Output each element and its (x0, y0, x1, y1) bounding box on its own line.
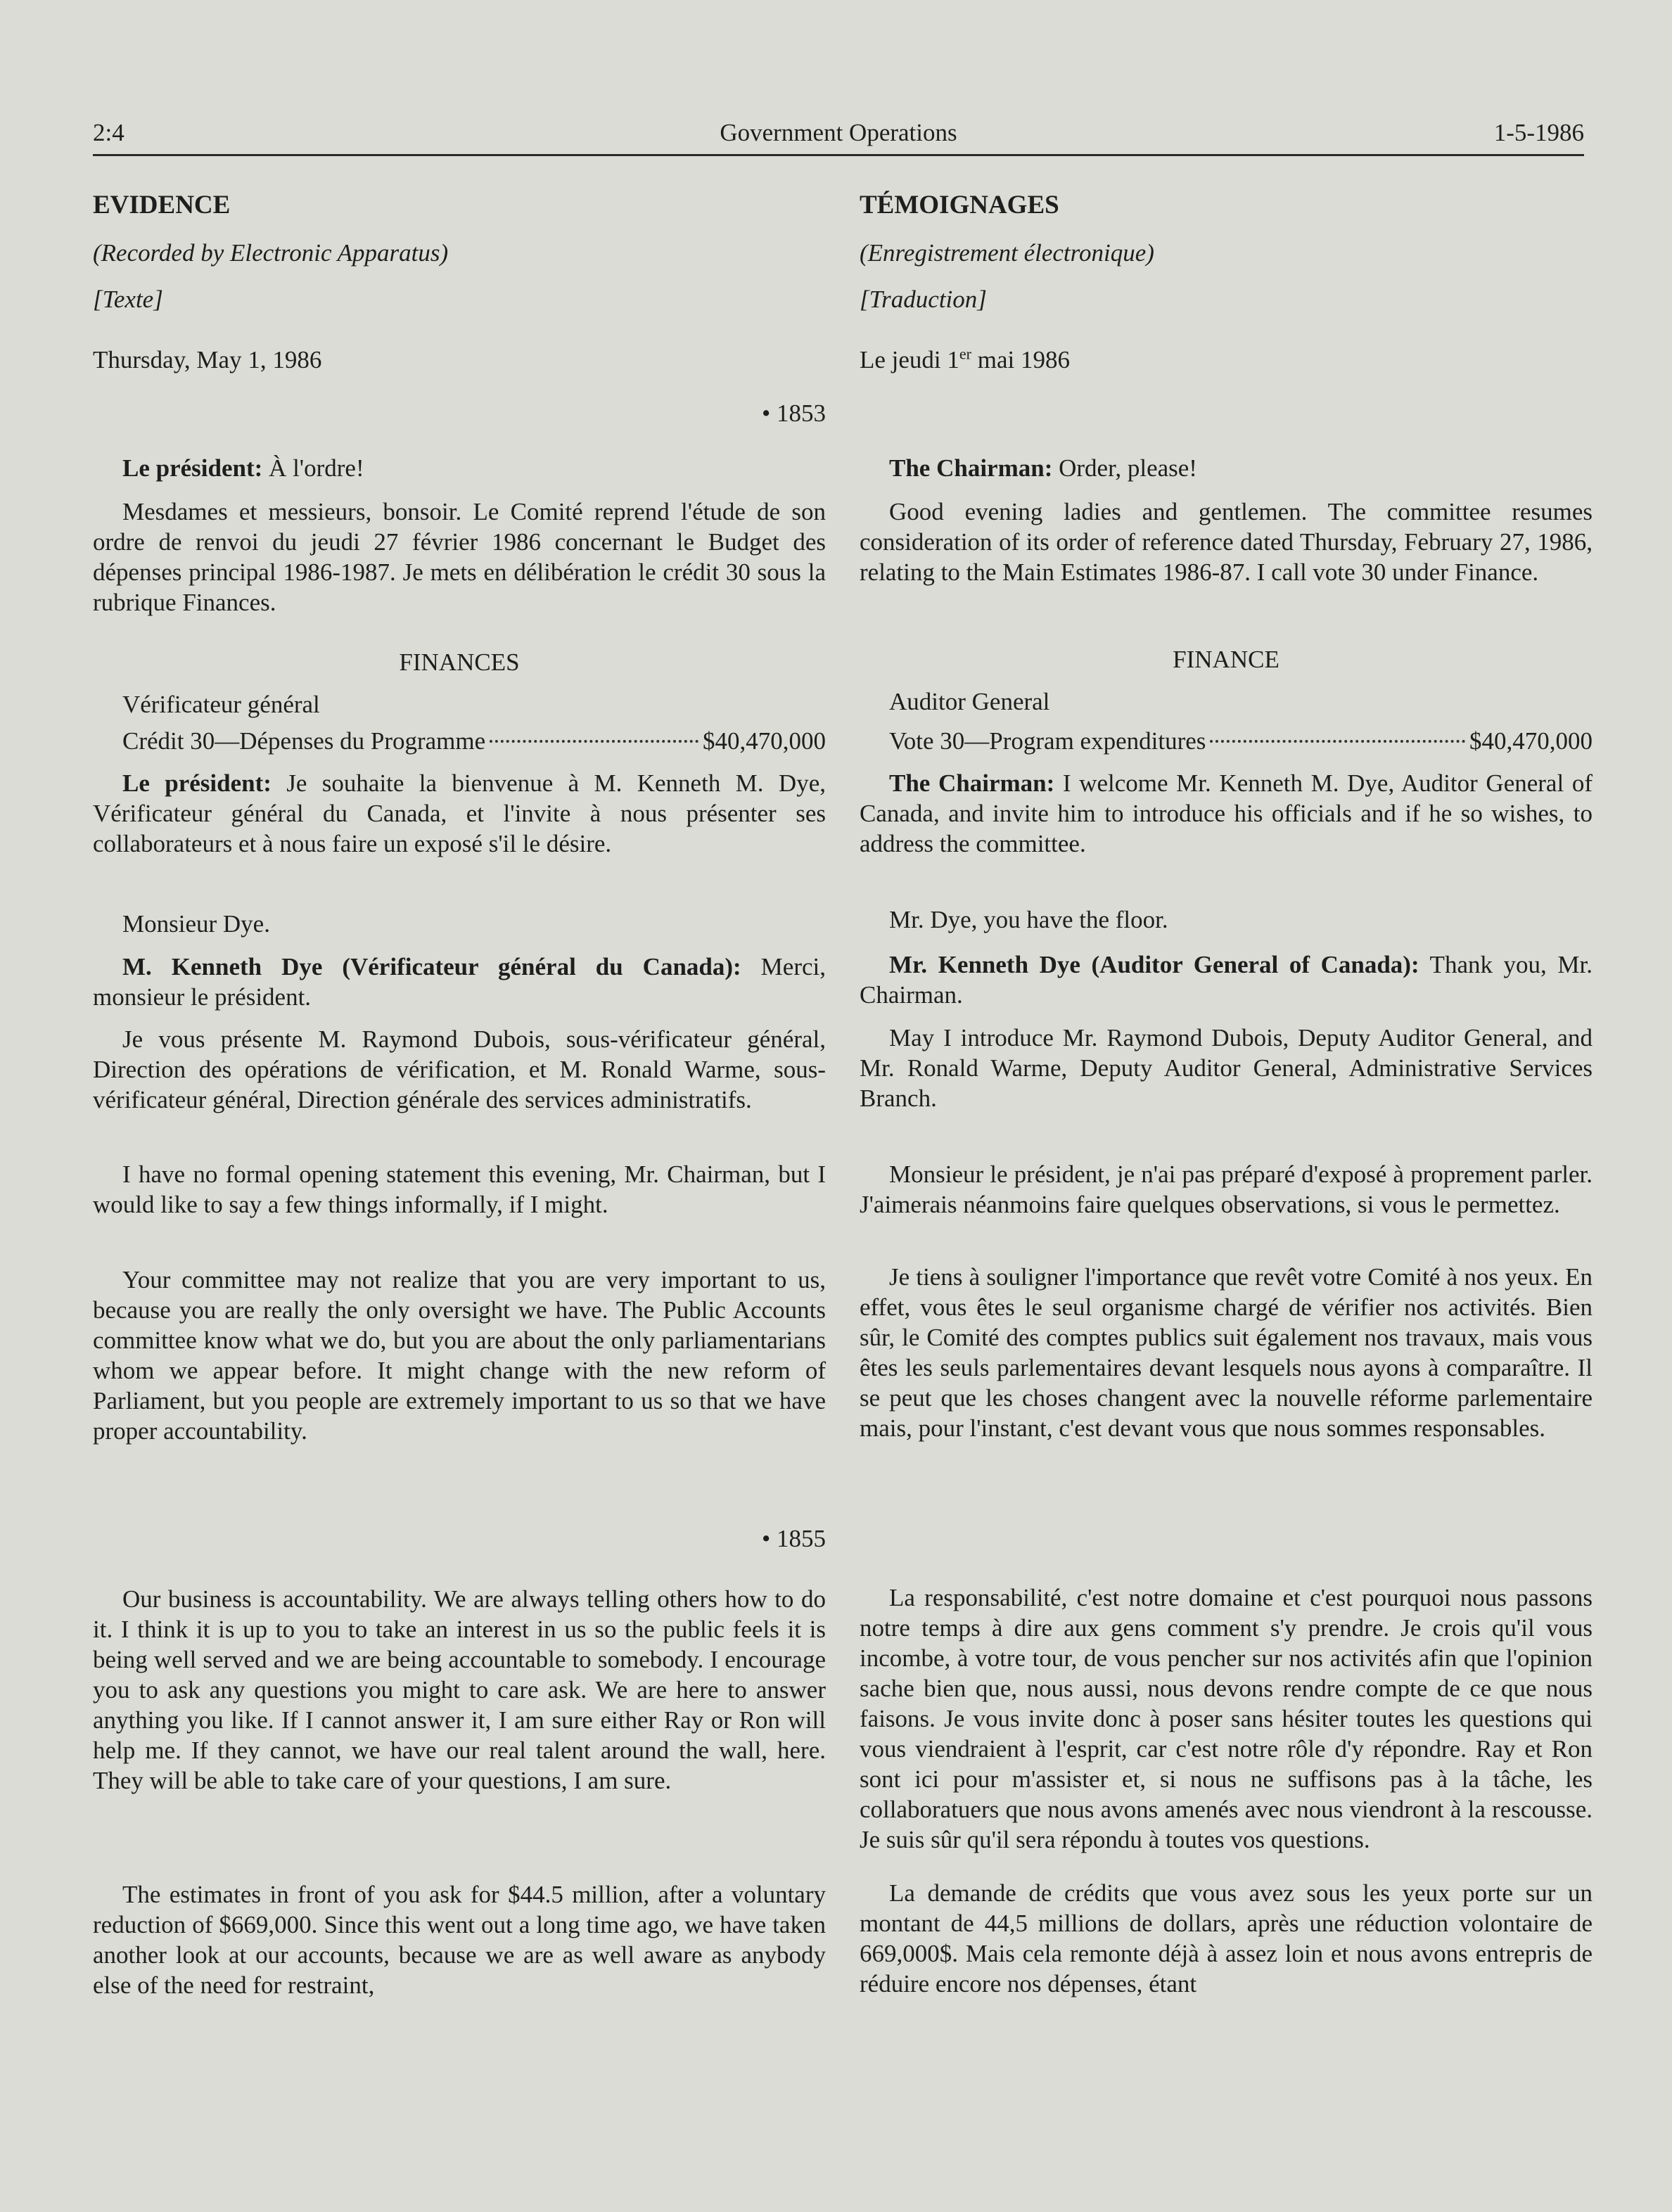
paragraph: Auditor General (889, 688, 1050, 715)
date-text: mai 1986 (971, 346, 1070, 373)
page-number: 2:4 (93, 119, 125, 146)
paragraph (860, 950, 1593, 1010)
session-date (860, 345, 1593, 375)
speaker-name: Mr. Kenneth Dye (Auditor General of Canada): (889, 951, 1419, 978)
paragraph (860, 768, 1593, 859)
speech-text: À l'ordre! (262, 454, 364, 482)
section-title: TÉMOIGNAGES (860, 191, 1059, 219)
paragraph: I have no formal opening statement this evening, Mr. Chairman, but I would like to say a few things informally, if I might. (93, 1161, 826, 1218)
section-title: EVIDENCE (93, 191, 231, 219)
paragraph: The estimates in front of you ask for $44.5 million, after a voluntary reduction of $669,000. Since this went out a long time ago, we have taken another look at our accounts, because we are as well aware as anybody else of the need for restraint, (93, 1881, 826, 1999)
paragraph: La responsabilité, c'est notre domaine et c'est pourquoi nous passons notre temps à dire aux gens comment s'y prendre. Je crois qu'il vous incombe, à votre tour, de vous pencher sur nos activités afin que l'opinion sache bien que, nous aussi, nous devons rendre compte de ce que nous faisons. Je vous invite donc à poser sans hésiter toutes les questions qui vous viendraient à l'esprit, car c'est notre rôle d'y répondre. Ray et Ron sont ici pour m'assister et, si nous ne suffisons pas à la tâche, les collaboratuers que nous avons amenés avec nous viendront à la rescousse. Je suis sûr qu'il sera répondu à toutes vos questions. (860, 1584, 1593, 1853)
speech-text: Je souhaite la bienvenue à M. Kenneth M. Dye, Vérificateur général du Canada, et l'invite à nous présenter ses collaborateurs et à nous faire un exposé s'il le désire. (93, 769, 826, 857)
paragraph: Je tiens à souligner l'importance que revêt votre Comité à nos yeux. En effet, vous êtes le seul organisme chargé de vérifier nos activités. Bien sûr, le Comité des comptes publics suit également nos travaux, mais vous êtes les seuls parlementaires devant lesquels nous ayons à comparaître. Il se peut que les choses changent avec la nouvelle réforme parlementaire mais, pour l'instant, c'est devant vous que nous sommes responsables. (860, 1263, 1593, 1442)
paragraph (860, 453, 1593, 483)
paragraph: Our business is accountability. We are always telling others how to do it. I think it is up to you to take an interest in us so the public feels it is being well served and we are being accountable to somebody. I encourage you to ask any questions you might to care ask. We are here to answer anything you like. If I cannot answer it, I am sure either Ray or Ron will help me. If they cannot, we have our real talent around the wall, here. They will be able to take care of your questions, I am sure. (93, 1585, 826, 1794)
text-tag: [Traduction] (860, 286, 987, 313)
dot-leader (490, 740, 698, 743)
recording-note-text: Recorded by Electronic Apparatus (101, 239, 440, 267)
speech-text: I welcome Mr. Kenneth M. Dye, Auditor General of Canada, and invite him to introduce his officials and if he so wishes, to address the committee. (860, 769, 1593, 857)
section-heading: FINANCES (399, 648, 520, 676)
session-date: Thursday, May 1, 1986 (93, 346, 322, 373)
text-tag: [Texte] (93, 286, 163, 313)
publication-title: Government Operations (720, 119, 957, 146)
vote-amount: $40,470,000 (703, 727, 826, 755)
paragraph: May I introduce Mr. Raymond Dubois, Deputy Auditor General, and Mr. Ronald Warme, Deputy Auditor General, Administrative Services Branch. (860, 1024, 1593, 1112)
speaker-name: The Chairman: (889, 769, 1055, 797)
paragraph (93, 952, 826, 1012)
time-marker: • 1855 (761, 1525, 826, 1552)
recording-note: (Enregistrement électronique) (860, 239, 1154, 267)
paragraph: Monsieur le président, je n'ai pas préparé d'exposé à proprement parler. J'aimerais néanmoins faire quelques observations, si vous le permettez. (860, 1161, 1593, 1218)
date-superscript: er (959, 345, 971, 363)
paragraph: Good evening ladies and gentlemen. The committee resumes consideration of its order of reference dated Thursday, February 27, 1986, relating to the Main Estimates 1986-87. I call vote 30 under Finance. (860, 498, 1593, 586)
paragraph: Your committee may not realize that you are very important to us, because you are really the only oversight we have. The Public Accounts committee know what we do, but you are about the only parliamentarians whom we appear before. It might change with the new reform of Parliament, but you people are extremely important to us so that we have proper accountability. (93, 1266, 826, 1445)
running-header (93, 116, 1584, 156)
speech-text: Thank you, Mr. Chairman. (860, 951, 1593, 1009)
vote-label: Crédit 30—Dépenses du Programme (122, 727, 486, 755)
text-tag-label: Traduction (869, 286, 978, 313)
recording-note: (Recorded by Electronic Apparatus) (93, 239, 449, 267)
paragraph: Je vous présente M. Raymond Dubois, sous-vérificateur général, Direction des opérations de vérification, et M. Ronald Warme, sous-vérificateur général, Direction générale des services administratifs. (93, 1025, 826, 1113)
speaker-name: M. Kenneth Dye (Vérificateur général du Canada): (122, 953, 741, 980)
header-date: 1-5-1986 (1493, 119, 1584, 146)
speech-text: Merci, monsieur le président. (93, 953, 826, 1011)
text-tag-label: Texte (102, 286, 154, 313)
date-text: Le jeudi 1 (860, 346, 959, 373)
dot-leader (1210, 740, 1465, 743)
paragraph: Mesdames et messieurs, bonsoir. Le Comité reprend l'étude de son ordre de renvoi du jeudi 27 février 1986 concernant le Budget des dépenses principal 1986-1987. Je mets en délibération le crédit 30 sous la rubrique Finances. (93, 498, 826, 616)
recording-note-text: Enregistrement électronique (867, 239, 1147, 267)
paragraph: Vérificateur général (122, 691, 320, 718)
paragraph: Mr. Dye, you have the floor. (889, 906, 1168, 933)
vote-label: Vote 30—Program expenditures (889, 727, 1206, 755)
paragraph: Monsieur Dye. (122, 910, 270, 938)
speaker-name: The Chairman: (889, 454, 1053, 482)
paragraph (93, 453, 826, 483)
paragraph: La demande de crédits que vous avez sous les yeux porte sur un montant de 44,5 millions de dollars, après une réduction volontaire de 669,000$. Mais cela remonte déjà à assez loin et nous avons entrepris de réduire encore nos dépenses, étant (860, 1879, 1593, 1997)
vote-amount: $40,470,000 (1469, 727, 1593, 755)
vote-line (860, 726, 1593, 756)
speaker-name: Le président: (122, 454, 263, 482)
speech-text: Order, please! (1052, 454, 1197, 482)
vote-line (93, 726, 826, 756)
speaker-name: Le président: (122, 769, 272, 797)
time-marker: • 1853 (761, 399, 826, 427)
paragraph (93, 768, 826, 859)
section-heading: FINANCE (1173, 646, 1279, 673)
